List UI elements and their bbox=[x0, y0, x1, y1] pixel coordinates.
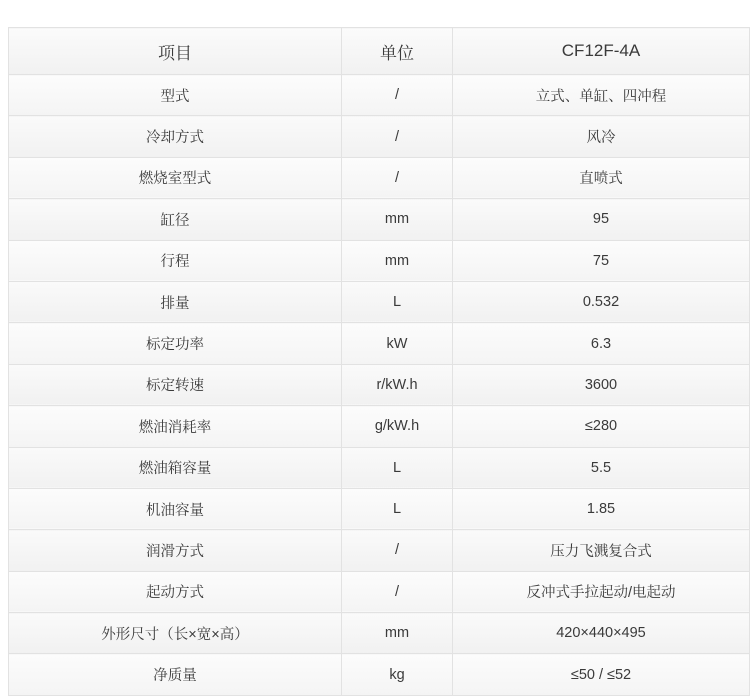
cell-unit: mm bbox=[342, 240, 453, 281]
column-header-item: 项目 bbox=[9, 28, 342, 75]
table-row bbox=[9, 488, 750, 529]
cell-value: 反冲式手拉起动/电起动 bbox=[453, 571, 750, 612]
cell-item: 机油容量 bbox=[9, 488, 342, 529]
cell-value: 75 bbox=[453, 240, 750, 281]
cell-item: 外形尺寸（长×宽×高） bbox=[9, 613, 342, 654]
table-row bbox=[9, 406, 750, 447]
cell-value: 压力飞溅复合式 bbox=[453, 530, 750, 571]
specification-table bbox=[8, 27, 750, 696]
table-row bbox=[9, 240, 750, 281]
cell-unit: / bbox=[342, 571, 453, 612]
cell-unit: kg bbox=[342, 654, 453, 695]
cell-unit: mm bbox=[342, 199, 453, 240]
table-row bbox=[9, 199, 750, 240]
cell-unit: L bbox=[342, 447, 453, 488]
table-row bbox=[9, 116, 750, 157]
table-row bbox=[9, 157, 750, 198]
cell-item: 燃油消耗率 bbox=[9, 406, 342, 447]
cell-unit: g/kW.h bbox=[342, 406, 453, 447]
cell-value: 直喷式 bbox=[453, 157, 750, 198]
cell-unit: / bbox=[342, 75, 453, 116]
cell-value: 420×440×495 bbox=[453, 613, 750, 654]
cell-item: 起动方式 bbox=[9, 571, 342, 612]
cell-item: 排量 bbox=[9, 281, 342, 322]
table-row bbox=[9, 75, 750, 116]
cell-value: 95 bbox=[453, 199, 750, 240]
cell-unit: kW bbox=[342, 323, 453, 364]
cell-value: 3600 bbox=[453, 364, 750, 405]
table-row bbox=[9, 530, 750, 571]
table-row bbox=[9, 364, 750, 405]
table-row bbox=[9, 613, 750, 654]
cell-value: 6.3 bbox=[453, 323, 750, 364]
cell-unit: r/kW.h bbox=[342, 364, 453, 405]
cell-item: 缸径 bbox=[9, 199, 342, 240]
cell-item: 净质量 bbox=[9, 654, 342, 695]
cell-item: 行程 bbox=[9, 240, 342, 281]
cell-item: 燃油箱容量 bbox=[9, 447, 342, 488]
cell-value: ≤50 / ≤52 bbox=[453, 654, 750, 695]
column-header-unit: 单位 bbox=[342, 28, 453, 75]
cell-unit: / bbox=[342, 157, 453, 198]
cell-value: 0.532 bbox=[453, 281, 750, 322]
cell-item: 燃烧室型式 bbox=[9, 157, 342, 198]
column-header-model: CF12F-4A bbox=[453, 28, 750, 75]
table-header-row bbox=[9, 28, 750, 75]
table-row bbox=[9, 447, 750, 488]
table-body bbox=[9, 75, 750, 696]
table-row bbox=[9, 281, 750, 322]
cell-value: ≤280 bbox=[453, 406, 750, 447]
table-row bbox=[9, 654, 750, 695]
cell-item: 润滑方式 bbox=[9, 530, 342, 571]
cell-unit: / bbox=[342, 116, 453, 157]
cell-item: 型式 bbox=[9, 75, 342, 116]
cell-item: 冷却方式 bbox=[9, 116, 342, 157]
cell-item: 标定转速 bbox=[9, 364, 342, 405]
cell-value: 5.5 bbox=[453, 447, 750, 488]
cell-unit: L bbox=[342, 281, 453, 322]
cell-value: 立式、单缸、四冲程 bbox=[453, 75, 750, 116]
table-row bbox=[9, 323, 750, 364]
table-row bbox=[9, 571, 750, 612]
table-header bbox=[9, 28, 750, 75]
cell-unit: L bbox=[342, 488, 453, 529]
cell-item: 标定功率 bbox=[9, 323, 342, 364]
cell-value: 1.85 bbox=[453, 488, 750, 529]
cell-unit: mm bbox=[342, 613, 453, 654]
cell-value: 风冷 bbox=[453, 116, 750, 157]
cell-unit: / bbox=[342, 530, 453, 571]
